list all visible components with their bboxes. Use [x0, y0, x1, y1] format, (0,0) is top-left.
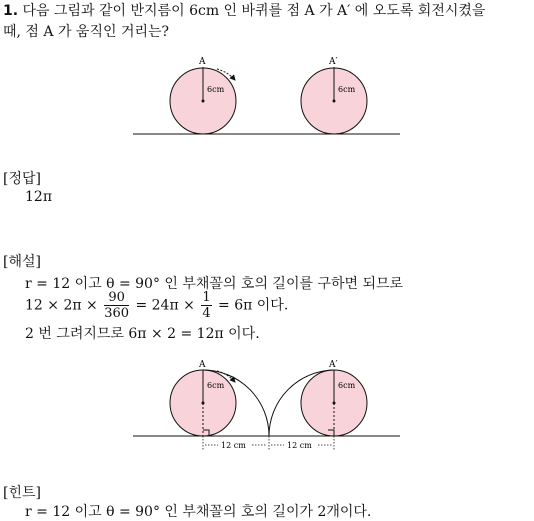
distance-label-2: 12 cm: [287, 441, 312, 450]
figure-arc-path: [0, 355, 534, 455]
answer-heading: [정답]: [3, 171, 41, 187]
answer-value: 12π: [25, 189, 53, 205]
fraction-1-4: $\frac{1}{4}$: [202, 290, 211, 321]
hint-line-1: r = 12 이고 θ = 90° 인 부채꼴의 호의 길이가 2개이다.: [25, 504, 372, 520]
figure-wheel-rotation: [0, 50, 534, 142]
radius-label-right-2: 6cm: [338, 381, 356, 390]
label-a-2: A: [199, 360, 206, 370]
label-a: A: [199, 57, 206, 67]
radius-label-right: 6cm: [338, 85, 356, 94]
radius-label-left: 6cm: [207, 85, 225, 94]
solution-line-2: 12 × 2π × $\frac{90}{360}$ = 24π × $\frac{1}{4}$ = 6π 이다.: [25, 290, 289, 321]
label-a-prime: A′: [329, 57, 338, 67]
problem-number: 1.: [3, 3, 19, 19]
problem-line-2: 때, 점 A 가 움직인 거리는?: [3, 24, 170, 40]
solution-line-1: r = 12 이고 θ = 90° 인 부채꼴의 호의 길이를 구하면 되므로: [25, 276, 404, 292]
problem-line-1: [3, 0, 485, 22]
problem-text-1: 다음 그림과 같이 반지름이 6cm 인 바퀴를 점 A 가 A′ 에 오도록 회전시켰을: [22, 3, 486, 19]
radius-label-left-2: 6cm: [207, 381, 225, 390]
label-a-prime-2: A′: [329, 360, 338, 370]
solution-line-3: 2 번 그려지므로 6π × 2 = 12π 이다.: [25, 326, 260, 342]
solution-heading: [해설]: [3, 254, 41, 270]
fraction-90-360: $\frac{90}{360}$: [104, 290, 130, 321]
hint-heading: [힌트]: [3, 485, 41, 501]
distance-label-1: 12 cm: [221, 441, 246, 450]
